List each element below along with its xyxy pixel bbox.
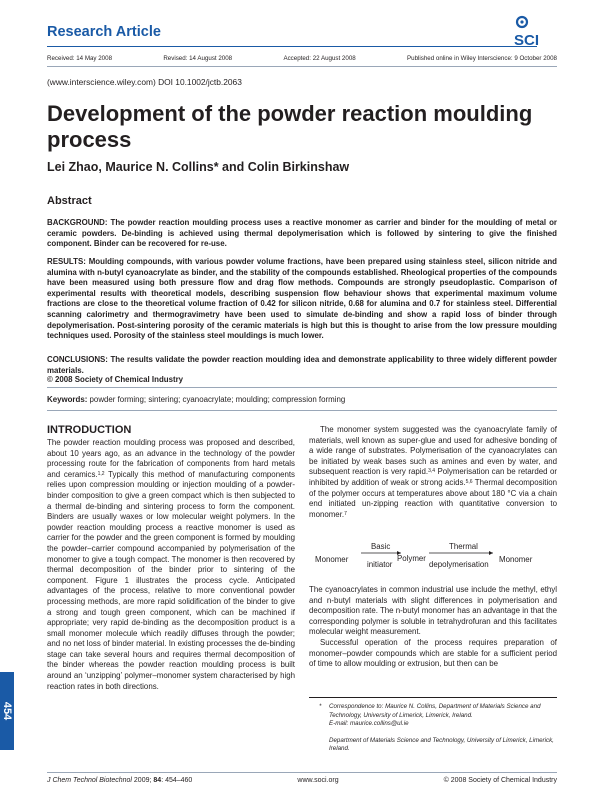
dates-row [47, 55, 557, 62]
authors: Lei Zhao, Maurice N. Collins* and Colin Birkinshaw [47, 160, 350, 174]
article-title: Development of the powder reaction moulding process [47, 101, 533, 152]
intro-paragraph-4: Successful operation of the process requires preparation of monomer–powder compounds which are stable for a sufficient period of time to allow moulding or extrusion, but then can be [309, 637, 557, 669]
abstract-background: BACKGROUND: The powder reaction moulding process uses a reactive monomer as carrier and binder for the moulding of metal or ceramic powders. De-binding is achieved using thermal depolymerisation which is followed by sintering to give the finished component. Binder can be recovered for re-use. [47, 218, 557, 249]
published-date: Published online in Wiley Interscience: 9 October 2008 [407, 55, 557, 62]
keywords [47, 395, 345, 404]
received-date: Received: 14 May 2008 [47, 55, 113, 62]
scheme-depolymerisation-label: depolymerisation [429, 560, 489, 569]
column-right-lower [309, 585, 557, 670]
keywords-rule-top [47, 387, 557, 388]
column-left [47, 438, 295, 692]
abstract-heading: Abstract [47, 195, 92, 207]
footer [47, 777, 557, 784]
footer-copyright: © 2008 Society of Chemical Industry [443, 777, 557, 784]
footnotes [319, 703, 557, 754]
footnote-star: * [319, 703, 322, 710]
footnote-rule [309, 697, 557, 698]
citation-ref[interactable]: 7 [344, 510, 347, 517]
email-note[interactable]: E-mail: maurice.collins@ul.ie [329, 720, 409, 728]
revised-date: Revised: 14 August 2008 [163, 55, 233, 62]
intro-paragraph-2: The monomer system suggested was the cyanoacrylate family of materials, well known as super-glue and used for adhesive bonding of a wide range of substrates. Polymerisation of the cyanoacrylates can be initiated by weak bases such as amines and even by water, and subsequent reaction is very rapid.$^{3,4}$ Polymerisation can be retarded or inhibited by addition of weak or strong acids.$^{5,6}$ Thermal decomposition of the polymer occurs at temperatures above about 180 °C via a chain end initiated un-zipping reaction with quantitative conversion to monomer.$^7$ [309, 425, 558, 519]
section-label: Research Article [47, 24, 161, 40]
journal-citation: J Chem Technol Biotechnol 2009; 84: 454–460 [47, 777, 193, 784]
page-number: 454 [1, 701, 14, 721]
intro-paragraph-3: The cyanoacrylates in common industrial use include the methyl, ethyl and n-butyl materials with slight differences in polymerisation and decomposition rate. The n-butyl monomer has an advantage in that the corresponding polymer is soluble in tetrahydrofuran and this facilitates molecular weight measurement. [309, 585, 557, 637]
scheme-initiator-label: initiator [367, 560, 393, 569]
footer-rule [47, 772, 557, 773]
dates-rule [47, 66, 557, 67]
introduction-heading: INTRODUCTION [47, 424, 132, 436]
keywords-label: Keywords: [47, 395, 88, 404]
accepted-date: Accepted: 22 August 2008 [283, 55, 356, 62]
affiliation-note: Department of Materials Science and Technology, University of Limerick, Limerick, Ireland. [329, 736, 554, 753]
citation-ref[interactable]: 5,6 [465, 478, 473, 485]
citation-ref[interactable]: 1,2 [97, 470, 105, 477]
reaction-scheme [309, 537, 557, 577]
scheme-polymer: Polymer [397, 554, 426, 563]
logo-text: SCI [514, 32, 540, 48]
keywords-text: powder forming; sintering; cyanoacrylate; moulding; compression forming [89, 395, 346, 404]
scheme-arrowhead-2 [489, 551, 493, 555]
website-link[interactable]: www.soci.org [297, 777, 339, 784]
header-rule [47, 46, 537, 47]
keywords-rule-bottom [47, 410, 557, 411]
scheme-monomer-right: Monomer [499, 555, 533, 564]
scheme-thermal-label: Thermal [449, 542, 478, 551]
intro-paragraph-1: The powder reaction moulding process was proposed and described, about 10 years ago, as an advance in the technology of the powder processing route for the fabrication of components from hard metals and ceramics.$^{1,2}$ Typically this method of manufacturing components relies upon compression moulding or injection moulding of a powder-binder composition to give a green compact which is then subjected to a thermal de-binding and sintering process to form the component. Binders are usually waxes or low molecular weight polymers. In the powder reaction moulding process a reactive monomer is used as carrier for the powder and the green component is formed by moulding the powder–carrier compound accompanied by polymerisation of the monomer to give a tough compact. The monomer is then recovered by thermal decomposition of the binder prior to sintering of the component. Figure 1 illustrates the process cycle. Anticipated advantages of the process, relative to more conventional powder processing methods, are more rapid solidification of the binder to give a strong and tough green component, which can be machined if appropriate; very rapid de-binding as the decomposition product is a small monomer molecule which readily diffuses through the powder; and no net loss of binder material. In existing processes the de-binding stage can take several hours and requires thermal decomposition of the binder whereas the powder reaction moulding process is built around an ‘unzipping’ polymer–monomer system characterised by high reaction rates in both directions. [47, 438, 295, 691]
column-right [309, 425, 557, 520]
doi-line[interactable]: (www.interscience.wiley.com) DOI 10.1002/jctb.2063 [47, 77, 242, 87]
scheme-basic-label: Basic [371, 542, 391, 551]
abstract-results: RESULTS: Moulding compounds, with various powder volume fractions, have been prepared using stainless steel, silicon nitride and alumina with n-butyl cyanoacrylate as binder, and the stability of the compounds established. Rheological properties of the compounds have been measured using both pressure flow and drag flow methods. Compounds are strongly pseudoplastic. Comparison of experimental results with theoretical models, describing suspension flow behaviour shows that experimental maximum volume fractions are close to the theoretical volume fraction of 0.42 for silicon nitride, 0.68 for alumina and 0.7 for stainless steel. Differential scanning calorimetry and thermogravimetry have been used to simulate de-binding and show a rapid loss of binder through depolymerisation. Post-sintering porosity of the ceramic materials is high but this is thought to arise from the low pressure moulding techniques used. Porosity of the stainless steel mouldings is much lower. [47, 257, 557, 341]
citation-ref[interactable]: 3,4 [428, 468, 436, 475]
sci-logo [506, 14, 556, 48]
scheme-monomer-left: Monomer [315, 555, 349, 564]
abstract-conclusions: CONCLUSIONS: The results validate the powder reaction moulding idea and demonstrate applicability to three widely different powder materials. [47, 355, 557, 375]
abstract-copyright: © 2008 Society of Chemical Industry [47, 375, 184, 384]
correspondence-note: Correspondence to: Maurice N. Collins, Department of Materials Science and Technology, University of Limerick, Limerick, Ireland. [329, 703, 541, 719]
